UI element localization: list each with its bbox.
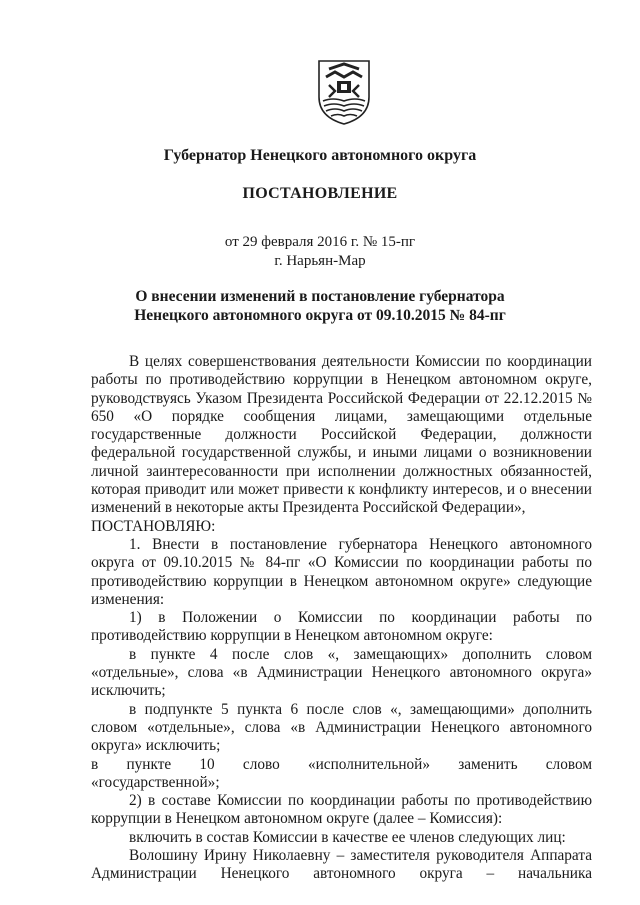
item-1-1b-paragraph: в подпункте 5 пункта 6 после слов «, замещающими» дополнить словом «отдельные», слова «в Администрации Ненецкого автономного округа» исключить;: [91, 700, 592, 755]
document-subject: [0, 287, 640, 325]
subject-line: О внесении изменений в постановление губернатора: [135, 288, 505, 305]
item-1-1c-line1: в пункте 10 слово «исполнительной» заменить словом: [91, 755, 592, 773]
document-place: г. Нарьян-Мар: [274, 253, 366, 269]
item-1-paragraph: 1. Внести в постановление губернатора Ненецкого автономного округа от 09.10.2015 № 84-пг «О Комиссии по координации работы по противодействию коррупции в Ненецком автономном округе» следующие изменения:: [91, 535, 592, 608]
item-1-1a-paragraph: в пункте 4 после слов «, замещающих» дополнить словом «отдельные», слова «в Администрации Ненецкого автономного округа» исключить;: [91, 645, 592, 700]
item-1-1c-line2: «государственной»;: [91, 773, 220, 791]
preamble-paragraph: В целях совершенствования деятельности Комиссии по координации работы по противодействию коррупции в Ненецком автономном округе, руководствуясь Указом Президента Российской Федерации от 22.12.2015 № 650 «О порядке сообщения лицами, замещающими отдельные государственные должности Российской Федерации, должности федеральной государственной службы, и иными лицами о возникновении личной заинтересованности при исполнении должностных обязанностей, которая приводит или может привести к конфликту интересов, и о внесении изменений в некоторые акты Президента Российской Федерации»,: [91, 353, 592, 517]
document-date-number: от 29 февраля 2016 г. № 15-пг: [224, 234, 416, 250]
item-1-2b-line2: Администрации Ненецкого автономного округа – начальника: [91, 865, 592, 883]
document-body: [91, 353, 592, 884]
item-1-1-paragraph: 1) в Положении о Комиссии по координации работы по противодействию коррупции в Ненецком автономном округе:: [91, 609, 592, 645]
coat-of-arms-emblem: [313, 57, 375, 127]
item-1-2a-paragraph: включить в состав Комиссии в качестве ее членов следующих лиц:: [129, 828, 566, 846]
document-type-title: ПОСТАНОВЛЕНИЕ: [242, 185, 398, 202]
decree-word: ПОСТАНОВЛЯЮ:: [91, 517, 216, 535]
item-1-2-paragraph: 2) в составе Комиссии по координации работы по противодействию коррупции в Ненецком автономном округе (далее – Комиссия):: [91, 792, 592, 828]
item-1-2b-line1: Волошину Ирину Николаевну – заместителя руководителя Аппарата: [129, 847, 592, 865]
subject-line: Ненецкого автономного округа от 09.10.2015 № 84-пг: [134, 307, 506, 324]
document-author: Губернатор Ненецкого автономного округа: [163, 147, 477, 164]
